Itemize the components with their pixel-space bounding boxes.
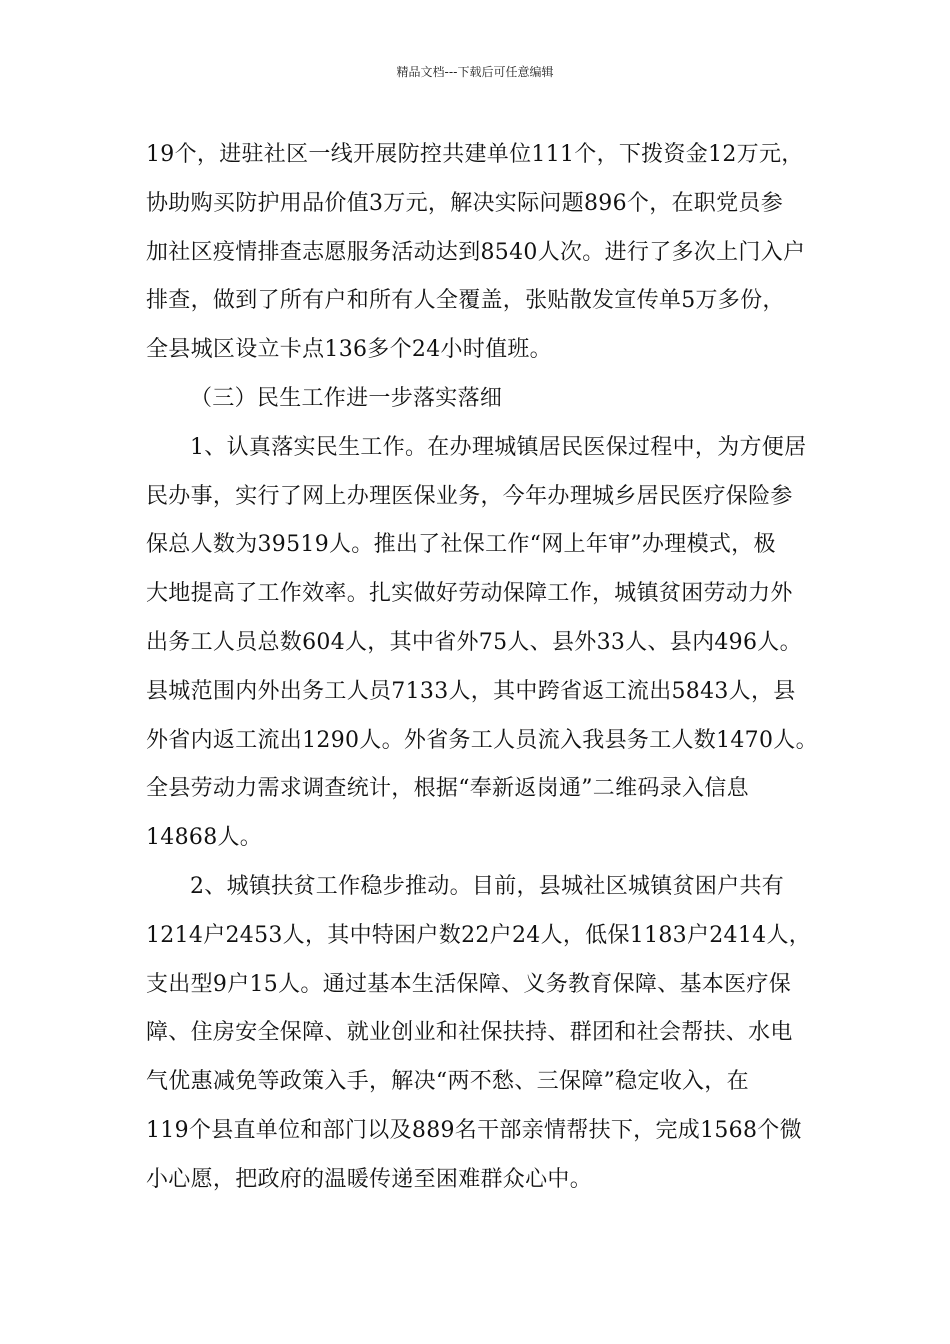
text-line: 保总人数为39519人。推出了社保工作“网上年审”办理模式，极	[146, 532, 776, 558]
text-line: 障、住房安全保障、就业创业和社保扶持、群团和社会帮扶、水电	[146, 1020, 793, 1046]
text-line: 全县城区设立卡点136多个24小时值班。	[146, 337, 552, 363]
text-line: 民办事，实行了网上办理医保业务，今年办理城乡居民医疗保险参	[146, 483, 793, 509]
text-line: 加社区疫情排查志愿服务活动达到8540人次。进行了多次上门入户	[146, 239, 806, 265]
text-line: 排查，做到了所有户和所有人全覆盖，张贴散发宣传单5万多份，	[146, 288, 785, 314]
text-line: 大地提高了工作效率。扎实做好劳动保障工作，城镇贫困劳动力外	[146, 581, 793, 607]
text-line: 小心愿，把政府的温暖传递至困难群众心中。	[146, 1166, 593, 1192]
text-line: 县城范围内外出务工人员7133人，其中跨省返工流出5843人，县	[146, 678, 796, 704]
text-line: 外省内返工流出1290人。外省务工人员流入我县务工人数1470人。	[146, 727, 818, 753]
text-line: 19个，进驻社区一线开展防控共建单位111个，下拨资金12万元，	[146, 142, 804, 167]
text-line: 出务工人员总数604人，其中省外75人、县外33人、县内496人。	[146, 629, 802, 655]
text-line: 119个县直单位和部门以及889名干部亲情帮扶下，完成1568个微	[146, 1117, 802, 1143]
text-line: 支出型9户15人。通过基本生活保障、义务教育保障、基本医疗保	[146, 971, 791, 997]
text-line: 协助购买防护用品价值3万元，解决实际问题896个，在职党员参	[146, 190, 783, 216]
paragraph-first-line: 2、城镇扶贫工作稳步推动。目前，县城社区城镇贫困户共有	[190, 873, 785, 899]
paragraph-first-line: 1、认真落实民生工作。在办理城镇居民医保过程中，为方便居	[190, 434, 807, 460]
text-line: 14868人。	[146, 825, 263, 851]
document-body	[146, 131, 826, 1205]
section-heading: （三）民生工作进一步落实落细	[190, 385, 503, 411]
text-line: 气优惠减免等政策入手，解决“两不愁、三保障”稳定收入，在	[146, 1069, 749, 1095]
page-header: 精品文档---下载后可任意编辑	[396, 65, 554, 79]
text-line: 全县劳动力需求调查统计，根据“奉新返岗通”二维码录入信息	[146, 776, 749, 802]
text-line: 1214户2453人，其中特困户数22户24人，低保1183户2414人，	[146, 922, 812, 948]
